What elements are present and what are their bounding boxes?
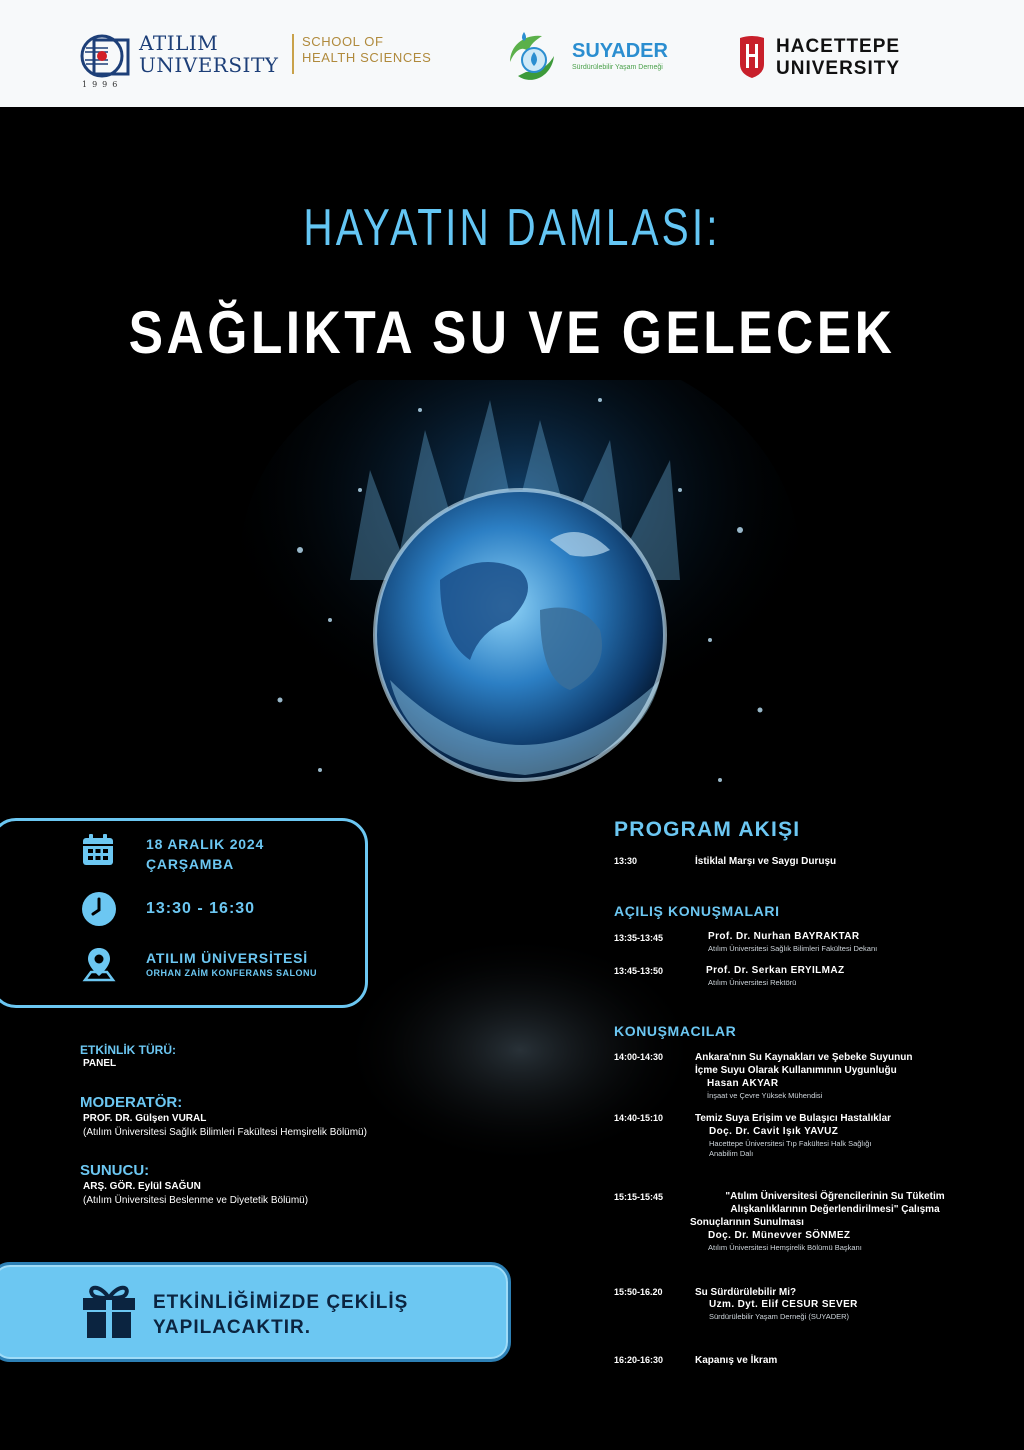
- school-of-health-sciences: [302, 34, 431, 66]
- talk-3-title-line1: "Atılım Üniversitesi Öğrencilerinin Su Tüketim: [725, 1191, 945, 1202]
- talk-2-role-line1: Hacettepe Üniversitesi Tıp Fakültesi Halk Sağlığı: [709, 1139, 872, 1148]
- event-venue: ATILIM ÜNİVERSİTESİ: [146, 950, 308, 966]
- gift-icon: [80, 1280, 138, 1340]
- talk-4-title: Su Sürdürülebilir Mi?: [695, 1287, 797, 1298]
- opening-time: 13:30: [614, 856, 638, 866]
- raffle-text: [153, 1290, 408, 1340]
- poster-title-line1: HAYATIN DAMLASI:: [303, 199, 721, 257]
- speech-1-role: Atılım Üniversitesi Sağlık Bilimleri Fakültesi Dekanı: [708, 944, 878, 953]
- talk-2-role-line2: Anabilim Dalı: [709, 1149, 754, 1158]
- speech-1-name: Prof. Dr. Nurhan BAYRAKTAR: [708, 931, 860, 942]
- moderator-name: PROF. DR. Gülşen VURAL: [83, 1113, 207, 1124]
- moderator-affiliation: (Atılım Üniversitesi Sağlık Bilimleri Fakültesi Hemşirelik Bölümü): [83, 1127, 367, 1138]
- event-type-label: ETKİNLİK TÜRÜ:: [80, 1043, 176, 1057]
- talk-3-title-line2: Alışkanlıklarının Değerlendirilmesi" Çalışma: [730, 1204, 940, 1215]
- event-type-value: PANEL: [83, 1058, 117, 1069]
- calendar-icon: [80, 832, 116, 868]
- atilim-founding-year: 1996: [82, 80, 123, 89]
- talk-2-time: 14:40-15:10: [614, 1113, 664, 1123]
- event-day: ÇARŞAMBA: [146, 856, 235, 872]
- talk-4-time: 15:50-16.20: [614, 1287, 663, 1297]
- talk-3-speaker: Doç. Dr. Münevver SÖNMEZ: [708, 1230, 851, 1241]
- hacettepe-university-logo: [738, 34, 766, 78]
- suyader-name: SUYADER: [572, 40, 668, 62]
- speech-2-time: 13:45-13:50: [614, 966, 664, 976]
- suyader-logo: [500, 26, 564, 90]
- atilim-university-wordmark: [139, 32, 279, 76]
- water-earth-splash-image: [240, 380, 800, 840]
- hacettepe-university-wordmark: [776, 36, 900, 80]
- header-divider: [292, 34, 294, 74]
- program-title: PROGRAM AKIŞI: [614, 818, 801, 841]
- event-date: 18 ARALIK 2024: [146, 836, 265, 852]
- raffle-line1: ETKİNLİĞİMİZDE ÇEKİLİŞ: [153, 1292, 409, 1313]
- talk-4-speaker: Uzm. Dyt. Elif CESUR SEVER: [709, 1299, 858, 1310]
- talk-2-title: Temiz Suya Erişim ve Bulaşıcı Hastalıklar: [695, 1113, 892, 1124]
- header-bar: [0, 0, 1024, 107]
- presenter-affiliation: (Atılım Üniversitesi Beslenme ve Diyetetik Bölümü): [83, 1195, 309, 1206]
- talk-1-time: 14:00-14:30: [614, 1052, 664, 1062]
- talk-2-speaker: Doç. Dr. Cavit Işık YAVUZ: [709, 1126, 839, 1137]
- school-line1: SCHOOL OF: [302, 34, 384, 49]
- presenter-name: ARŞ. GÖR. Eylül SAĞUN: [83, 1181, 201, 1192]
- talk-4-role: Sürdürülebilir Yaşam Derneği (SUYADER): [709, 1312, 850, 1321]
- talk-1-role: İnşaat ve Çevre Yüksek Mühendisi: [707, 1091, 823, 1100]
- location-pin-icon: [81, 946, 117, 982]
- moderator-label: MODERATÖR:: [80, 1094, 183, 1111]
- opening-text: İstiklal Marşı ve Saygı Duruşu: [695, 856, 837, 867]
- school-line2: HEALTH SCIENCES: [302, 50, 432, 65]
- speech-2-name: Prof. Dr. Serkan ERYILMAZ: [706, 965, 845, 976]
- opening-speeches-title: AÇILIŞ KONUŞMALARI: [614, 903, 780, 919]
- closing-text: Kapanış ve İkram: [695, 1355, 778, 1366]
- presenter-label: SUNUCU:: [80, 1162, 150, 1179]
- clock-icon: [81, 891, 117, 927]
- atilim-line1: ATILIM: [139, 31, 219, 55]
- talk-1-speaker: Hasan AKYAR: [707, 1078, 779, 1089]
- speech-2-role: Atılım Üniversitesi Rektörü: [708, 978, 797, 987]
- speakers-title: KONUŞMACILAR: [614, 1023, 737, 1039]
- talk-3-role: Atılım Üniversitesi Hemşirelik Bölümü Başkanı: [708, 1243, 862, 1252]
- hacettepe-line2: UNIVERSITY: [776, 58, 901, 79]
- talk-1-title-line2: İçme Suyu Olarak Kullanımının Uygunluğu: [695, 1065, 897, 1076]
- atilim-university-logo: [80, 32, 132, 82]
- hacettepe-line1: HACETTEPE: [776, 36, 901, 57]
- raffle-line2: YAPILACAKTIR.: [153, 1317, 311, 1338]
- speech-1-time: 13:35-13:45: [614, 933, 664, 943]
- talk-2-role: [709, 1139, 871, 1159]
- talk-3-title-line3: Sonuçlarının Sunulması: [690, 1217, 804, 1228]
- atilim-line2: UNIVERSITY: [139, 53, 279, 77]
- event-hall: ORHAN ZAİM KONFERANS SALONU: [146, 968, 317, 978]
- suyader-subtitle: Sürdürülebilir Yaşam Derneği: [572, 64, 663, 71]
- talk-1-title: [695, 1051, 912, 1077]
- talk-3-time: 15:15-15:45: [614, 1192, 664, 1202]
- event-time: 13:30 - 16:30: [146, 900, 256, 917]
- talk-1-title-line1: Ankara'nın Su Kaynakları ve Şebeke Suyunun: [695, 1052, 913, 1063]
- closing-time: 16:20-16:30: [614, 1355, 664, 1365]
- talk-3-title: [690, 1190, 980, 1229]
- poster-title-line2: SAĞLIKTA SU VE GELECEK: [128, 299, 896, 366]
